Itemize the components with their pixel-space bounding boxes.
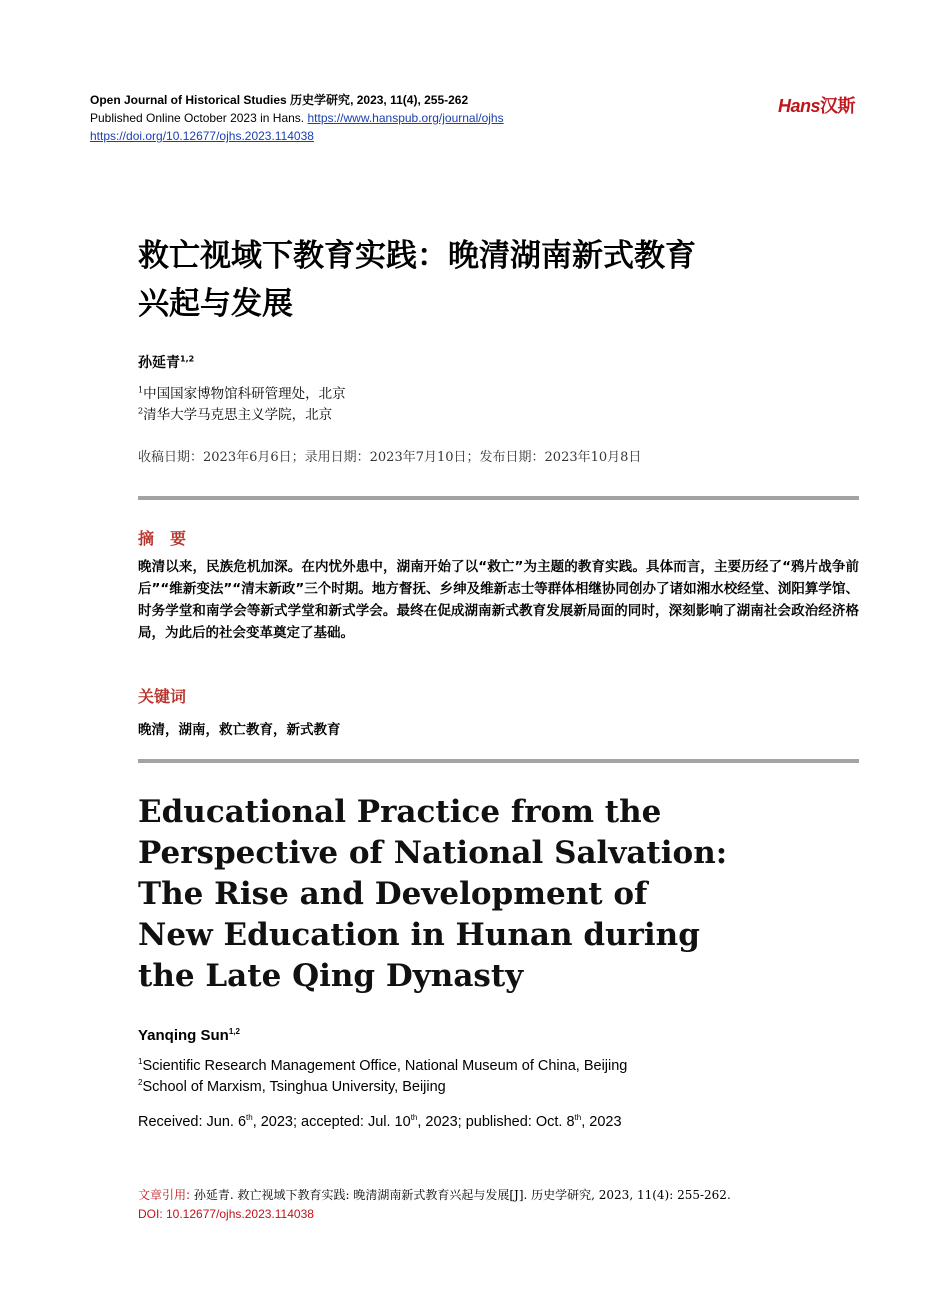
affiliation-text: School of Marxism, Tsinghua University, Beijing — [142, 1079, 446, 1095]
author-en-name: Yanqing Sun — [138, 1027, 229, 1044]
title-en-line: the Late Qing Dynasty — [138, 958, 524, 994]
year-suffix: , 2023 — [581, 1114, 622, 1130]
journal-header — [90, 91, 504, 145]
ordinal-sup: th — [246, 1113, 253, 1123]
hans-logo — [778, 92, 855, 118]
logo-cn: 汉斯 — [820, 96, 855, 116]
citation-doi[interactable]: DOI: 10.12677/ojhs.2023.114038 — [138, 1207, 314, 1221]
journal-name-cn: 历史学研究 — [290, 93, 351, 107]
affiliation-en-1 — [138, 1056, 627, 1077]
ordinal-sup: th — [574, 1113, 582, 1123]
keywords-text: 晚清，湖南，救亡教育，新式教育 — [138, 722, 341, 738]
affiliation-cn-2 — [138, 405, 346, 426]
citation-label: 文章引用: — [138, 1188, 191, 1202]
affiliation-num: 2 — [138, 1078, 143, 1088]
journal-url-link[interactable]: https://www.hanspub.org/journal/ojhs — [307, 111, 504, 125]
title-en-line: Perspective of National Salvation: — [138, 835, 728, 871]
dates-en — [138, 1114, 622, 1130]
title-cn — [138, 232, 818, 328]
keywords-heading: 关键词 — [138, 687, 187, 706]
received-date: Received: Jun. 6 — [138, 1114, 247, 1130]
affiliation-en-2 — [138, 1077, 627, 1098]
title-cn-line: 兴起与发展 — [138, 286, 293, 322]
affiliation-text: 中国国家博物馆科研管理处，北京 — [143, 386, 346, 402]
abstract-text: 晚清以来，民族危机加深。在内忧外患中，湖南开始了以“救亡”为主题的教育实践。具体而言，主要历经了“鸦片战争前后”“维新变法”“清末新政”三个时期。地方督抚、乡绅及维新志士等群体相继协同创办了诸如湘水校经堂、浏阳算学馆、时务学堂和南学会等新式学堂和新式学会。最终在促成湖南新式教育发展新局面的同时，深刻影响了湖南社会政治经济格局，为此后的社会变革奠定了基础。 — [138, 559, 859, 641]
published-line — [90, 109, 504, 127]
published-date: , 2023; published: Oct. 8 — [417, 1114, 575, 1130]
accepted-date: , 2023; accepted: Jul. 10 — [252, 1114, 411, 1130]
title-en-line: The Rise and Development of — [138, 876, 648, 912]
citation — [138, 1186, 731, 1224]
citation-text: 孙延青. 救亡视域下教育实践: 晚清湖南新式教育兴起与发展[J]. 历史学研究, 2023, 11(4): 255-262. — [190, 1188, 731, 1202]
affiliation-text: 清华大学马克思主义学院，北京 — [143, 407, 333, 423]
divider-top — [138, 496, 859, 500]
affiliation-num: 1 — [138, 385, 144, 395]
abstract-heading: 摘 要 — [138, 529, 187, 548]
citation-line — [138, 1186, 731, 1205]
journal-name-en: Open Journal of Historical Studies — [90, 93, 287, 107]
journal-line — [90, 91, 504, 109]
affiliation-num: 1 — [138, 1057, 143, 1067]
divider-bottom — [138, 759, 859, 763]
title-en-line: New Education in Hunan during — [138, 917, 700, 953]
affiliation-text: Scientific Research Management Office, National Museum of China, Beijing — [142, 1058, 628, 1074]
author-en-sup: 1,2 — [228, 1027, 240, 1036]
ordinal-sup: th — [410, 1113, 418, 1123]
author-cn-sup: 1,2 — [180, 354, 195, 364]
title-en-line: Educational Practice from the — [138, 794, 662, 830]
affiliations-cn — [138, 384, 346, 426]
author-cn — [138, 352, 194, 372]
affiliations-en — [138, 1056, 627, 1098]
title-cn-line: 救亡视域下教育实践：晚清湖南新式教育 — [138, 238, 696, 274]
logo-latin: Hans — [777, 96, 820, 116]
title-en — [138, 792, 838, 997]
affiliation-cn-1 — [138, 384, 346, 405]
dates-cn: 收稿日期：2023年6月6日；录用日期：2023年7月10日；发布日期：2023年10月8日 — [138, 450, 642, 465]
published-text: Published Online October 2023 in Hans. — [90, 111, 305, 125]
author-cn-name: 孙延青 — [138, 355, 180, 371]
journal-volume: , 2023, 11(4), 255-262 — [350, 93, 469, 107]
doi-url-link[interactable]: https://doi.org/10.12677/ojhs.2023.114038 — [90, 129, 314, 143]
author-en — [138, 1027, 240, 1044]
affiliation-num: 2 — [138, 406, 144, 416]
